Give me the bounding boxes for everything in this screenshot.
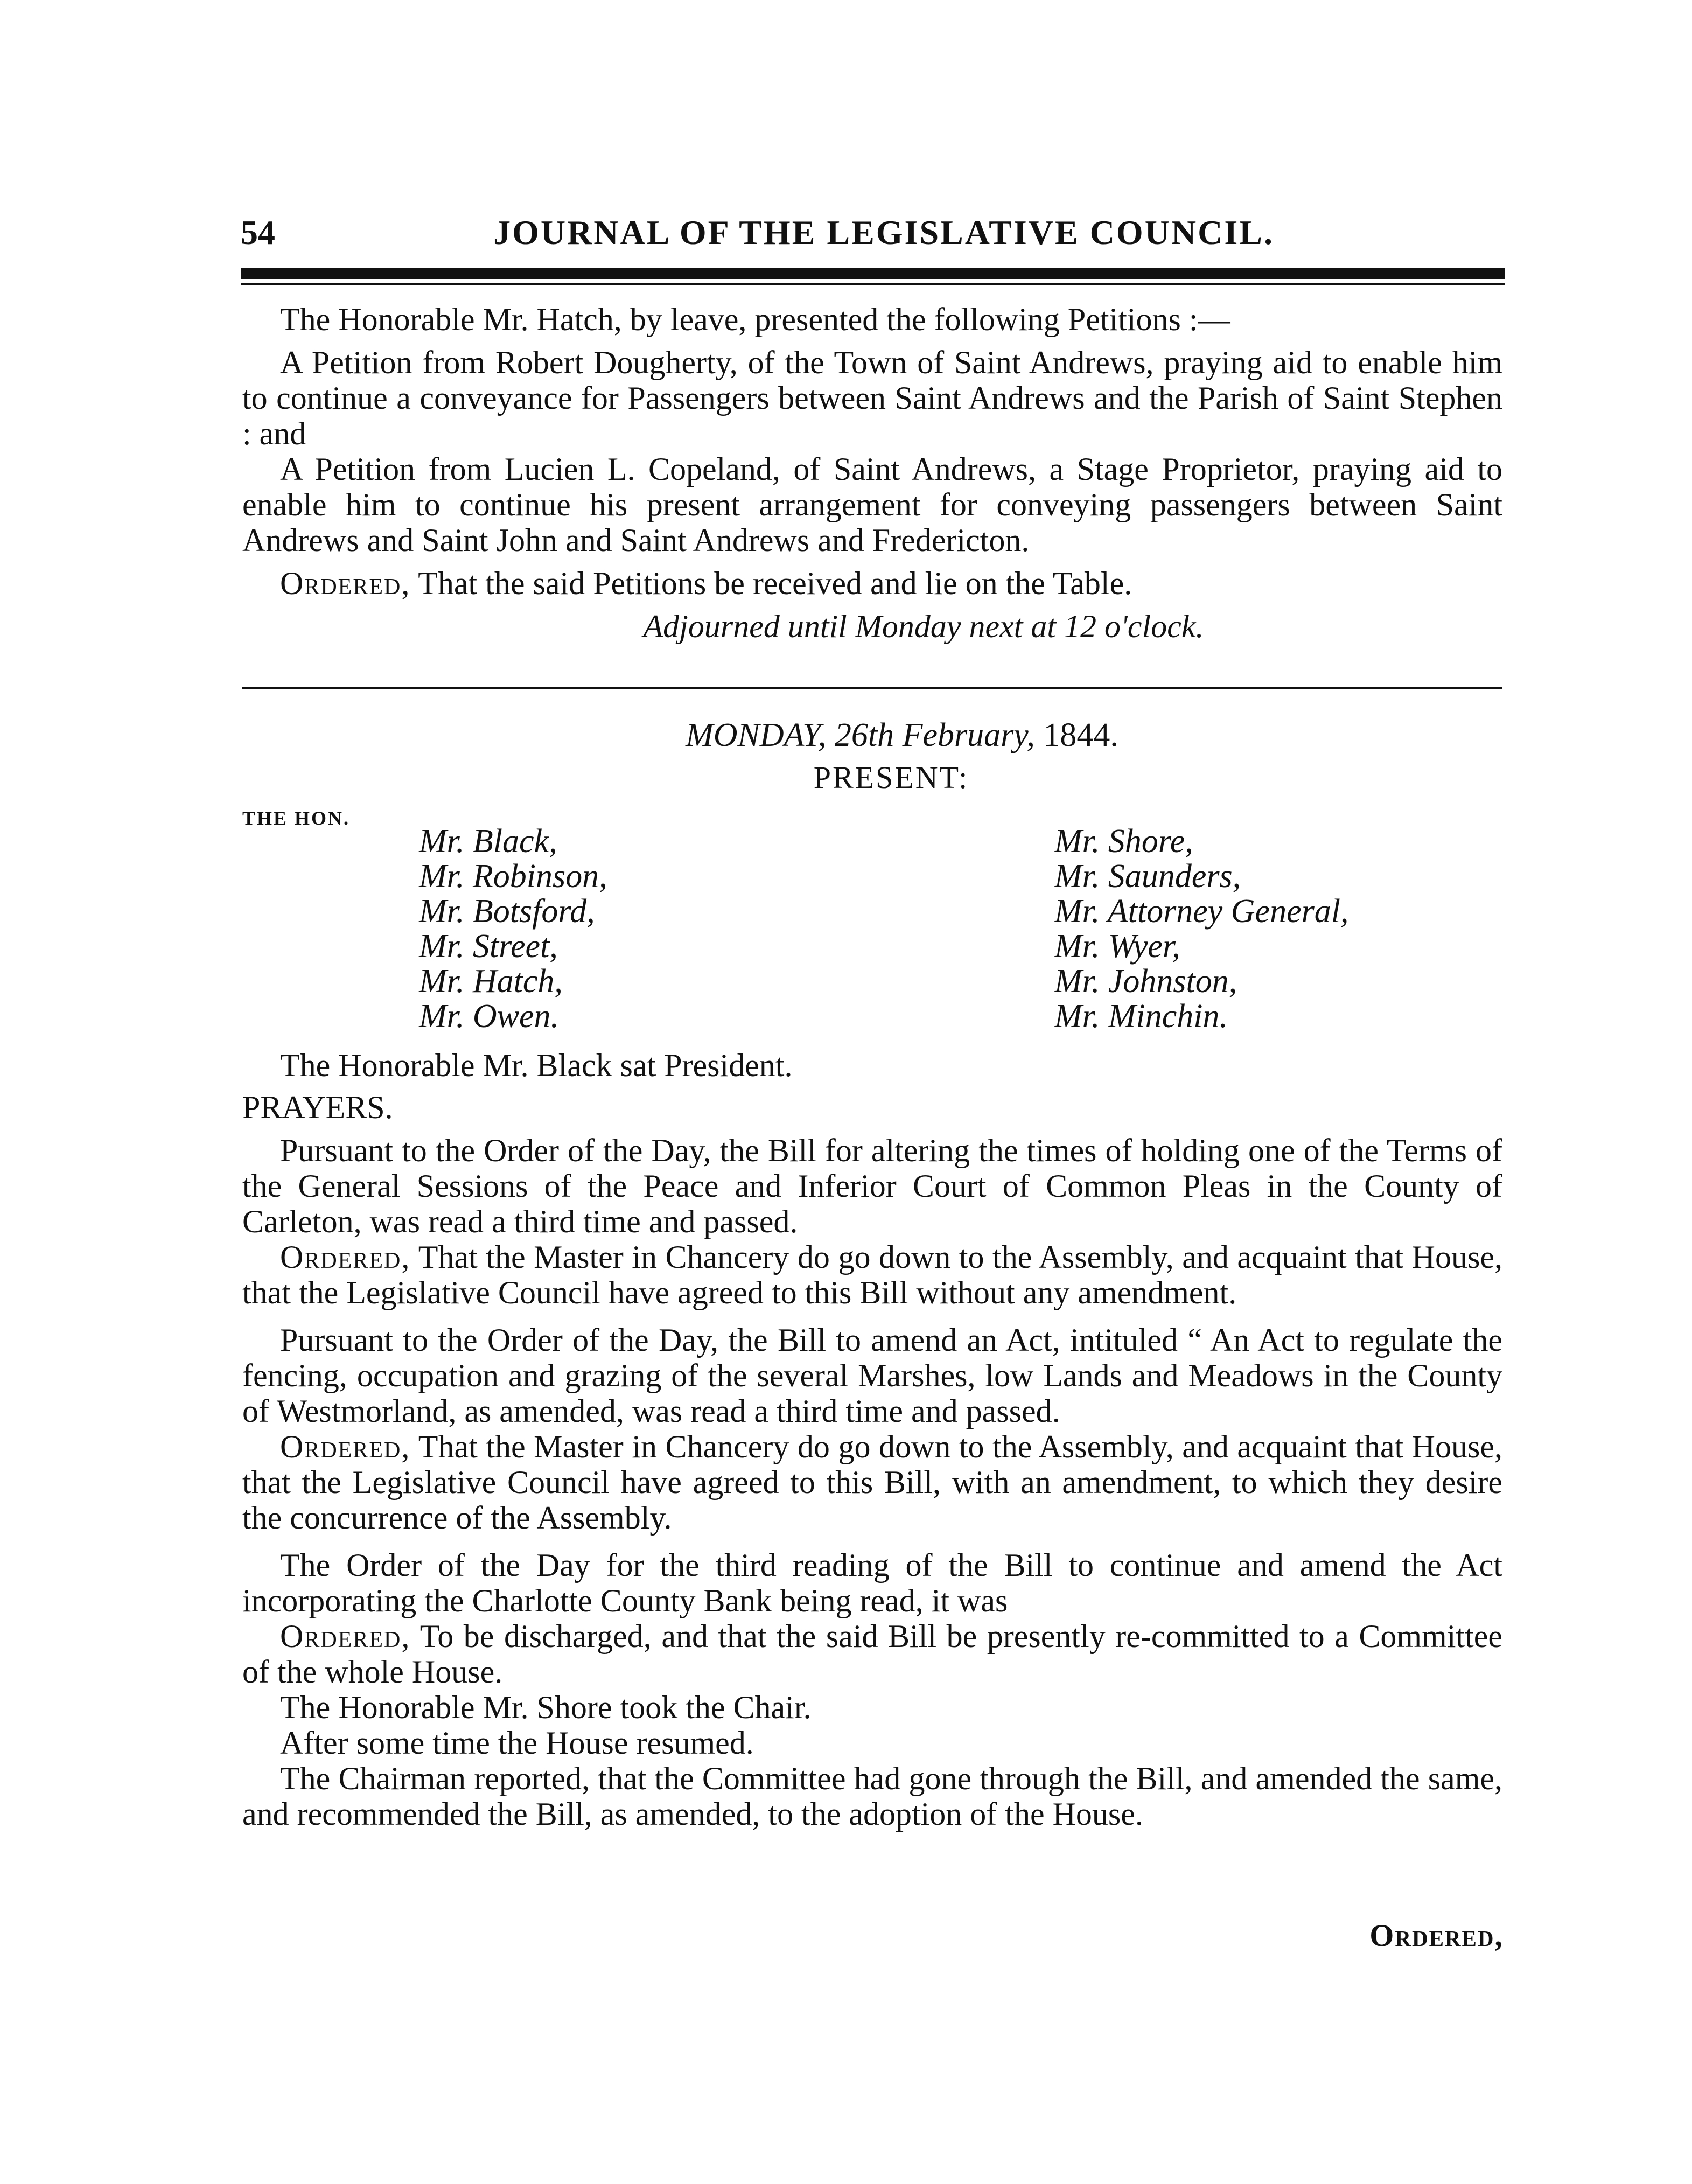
paragraph-house-resumed: After some time the House resumed. [280,1725,754,1761]
opening-section [242,302,1502,644]
page-header [241,213,1505,261]
member-name: Mr. Wyer, [1054,928,1180,965]
session-date-italic: 26th February, [834,717,1035,753]
page-number: 54 [241,213,275,252]
member-name: Mr. Saunders, [1054,858,1241,895]
paragraph-charlotte-bank: The Order of the Day for the third reading of the Bill to continue and amend the Act incorporating the Charlotte County Bank being read, it was [242,1547,1502,1618]
paragraph-ordered-carleton [242,1239,1502,1310]
paragraph-carleton-bill: Pursuant to the Order of the Day, the Bill for altering the times of holding one of the Terms of the General Sessions of the Peace and Inferior Court of Common Pleas in the County of Carleton, was read a third time and passed. [242,1133,1502,1239]
ordered-text: That the said Petitions be received and lie on the Table. [410,566,1132,601]
ordered-label: Ordered, [280,1239,411,1275]
ordered-text: That the Master in Chancery do go down to the Assembly, and acquaint that House, that the Legislative Council have agreed to this Bill, with an amendment, to which they desire the concurrence of the Assembly. [242,1429,1502,1536]
ordered-text: That the Master in Chancery do go down to the Assembly, and acquaint that House, that the Legislative Council have agreed to this Bill without any amendment. [242,1239,1502,1310]
members-left-column [419,824,607,1034]
members-right-column [1054,824,1348,1034]
paragraph-president: The Honorable Mr. Black sat President. [280,1048,793,1083]
ordered-text: To be discharged, and that the said Bill be presently re-committed to a Committee of the whole House. [242,1618,1502,1690]
member-name: Mr. Botsford, [419,893,595,930]
section-divider [242,687,1502,689]
paragraph-ordered-westmorland [242,1429,1502,1536]
member-name: Mr. Johnston, [1054,963,1237,1000]
paragraph-petition-copeland: A Petition from Lucien L. Copeland, of Saint Andrews, a Stage Proprietor, praying aid to enable him to continue his present arrangement for conveying passengers between Saint Andrews and Saint John and Saint Andrews and Fredericton. [242,451,1502,558]
prayers-heading: PRAYERS. [242,1090,393,1125]
member-name: Mr. Minchin. [1054,998,1228,1035]
ordered-label: Ordered, [280,566,411,601]
ordered-label: Ordered, [280,1618,411,1654]
the-hon-label: THE HON. [242,807,351,829]
ordered-label: Ordered, [280,1429,411,1464]
session-year: 1844. [1043,717,1118,753]
session-day: MONDAY, [686,717,827,753]
present-heading: PRESENT: [813,760,969,795]
member-name: Mr. Attorney General, [1054,893,1349,930]
paragraph-ordered-discharged [242,1618,1502,1690]
paragraph-ordered-petitions [242,566,1502,601]
paragraph-petitions-intro: The Honorable Mr. Hatch, by leave, presented the following Petitions :— [280,302,1230,337]
paragraph-chairman-reported: The Chairman reported, that the Committee had gone through the Bill, and amended the same, and recommended the Bill, as amended, to the adoption of the House. [242,1761,1502,1832]
paragraph-shore-chair: The Honorable Mr. Shore took the Chair. [280,1690,812,1725]
paragraph-westmorland-bill: Pursuant to the Order of the Day, the Bill to amend an Act, intituled “ An Act to regulate the fencing, occupation and grazing of the several Marshes, low Lands and Meadows in the County of Westmorland, as amended, was read a third time and passed. [242,1322,1502,1429]
session-date [242,716,1502,755]
adjournment-line: Adjourned until Monday next at 12 o'clock. [643,609,1204,644]
paragraph-petition-dougherty: A Petition from Robert Dougherty, of the Town of Saint Andrews, praying aid to enable him to continue a conveyance for Passengers between Saint Andrews and the Parish of Saint Stephen : and [242,345,1502,451]
header-rule-thick [241,268,1505,279]
member-name: Mr. Owen. [419,998,560,1035]
member-name: Mr. Black, [419,823,557,860]
header-rule-thin [241,283,1505,285]
member-name: Mr. Street, [419,928,558,965]
member-name: Mr. Shore, [1054,823,1193,860]
member-name: Mr. Robinson, [419,858,607,895]
member-name: Mr. Hatch, [419,963,563,1000]
running-title: JOURNAL OF THE LEGISLATIVE COUNCIL. [493,213,1274,252]
catchword: Ordered, [1369,1918,1504,1953]
proceedings-section [242,1048,1502,1832]
